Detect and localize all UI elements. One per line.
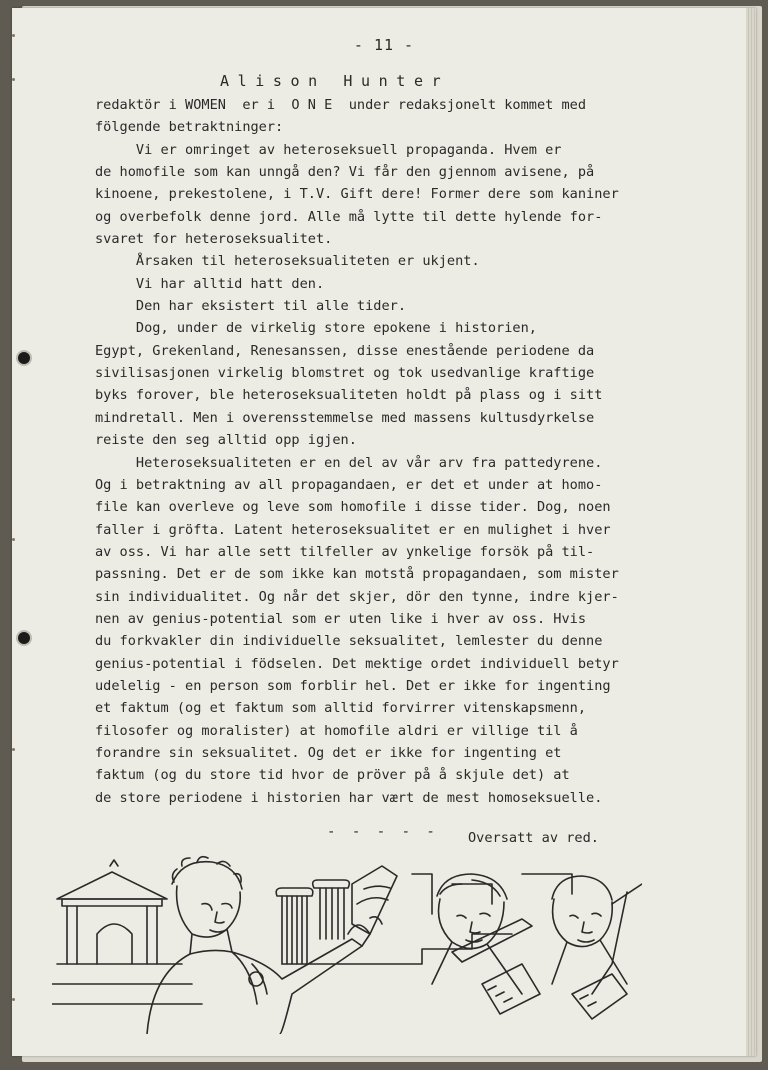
- text-line: Heteroseksualiteten er en del av vår arv fra pattedyrene.: [95, 454, 603, 471]
- document-page: [12, 8, 756, 1056]
- classical-figures-illustration-icon: [52, 844, 642, 1034]
- text-line: mindretall. Men i overensstemmelse med massens kultusdyrkelse: [95, 409, 595, 426]
- paper-speck: [12, 538, 15, 541]
- emperor-figure-icon: [147, 857, 397, 1034]
- text-line: sin individualitet. Og når det skjer, dör den tynne, indre kjer-: [95, 588, 619, 605]
- text-line: du forkvakler din individuelle seksualitet, lemlester du denne: [95, 633, 603, 650]
- text-line: udelelig - en person som forblir hel. Det er ikke for ingenting: [95, 677, 611, 694]
- paper-speck: [12, 998, 15, 1001]
- article-body: [95, 94, 715, 809]
- punch-hole: [18, 352, 30, 364]
- text-line: Vi er omringet av heteroseksuell propaganda. Hvem er: [95, 141, 562, 158]
- text-line: de store periodene i historien har vært de mest homoseksuelle.: [95, 789, 603, 806]
- text-line: av oss. Vi har alle sett tilfeller av ynkelige forsök på til-: [95, 543, 595, 560]
- text-line: Egypt, Grekenland, Renesanssen, disse enestående periodene da: [95, 342, 595, 359]
- translation-credit: Oversatt av red.: [468, 830, 599, 846]
- text-line: et faktum (og et faktum som alltid forvirrer vitenskapsmenn,: [95, 700, 587, 717]
- columns-icon: [276, 880, 349, 964]
- youth-figure-right-icon: [552, 876, 642, 1019]
- paper-speck: [12, 78, 15, 81]
- paper-speck: [12, 748, 15, 751]
- author-name: Alison Hunter: [220, 72, 450, 90]
- text-line: filosofer og moralister) at homofile aldri er villige til å: [95, 722, 578, 739]
- text-line: de homofile som kan unngå den? Vi får den gjennom avisene, på: [95, 164, 595, 181]
- text-line: sivilisasjonen virkelig blomstret og tok usedvanlige kraftige: [95, 365, 595, 382]
- temple-icon: [52, 860, 202, 1004]
- text-line: reiste den seg alltid opp igjen.: [95, 432, 357, 449]
- youth-figure-left-icon: [432, 874, 540, 1014]
- text-line: faktum (og du store tid hvor de pröver på å skjule det) at: [95, 767, 570, 784]
- text-line: Årsaken til heteroseksualiteten er ukjent.: [95, 253, 480, 270]
- text-line: Den har eksistert til alle tider.: [95, 298, 406, 315]
- text-line: nen av genius-potential som er uten like i hver av oss. Hvis: [95, 610, 587, 627]
- text-line: passning. Det er de som ikke kan motstå propagandaen, som mister: [95, 566, 619, 583]
- page-edge: [746, 8, 756, 1056]
- text-line: genius-potential i födselen. Det mektige ordet individuell betyr: [95, 655, 619, 672]
- text-line: byks forover, ble heteroseksualiteten holdt på plass og i sitt: [95, 387, 603, 404]
- text-line: forandre sin seksualitet. Og det er ikke for ingenting et: [95, 744, 562, 761]
- text-line: redaktör i WOMEN er i O N E under redaksjonelt kommet med: [95, 97, 587, 113]
- separator: - - - - -: [327, 824, 439, 840]
- text-line: svaret for heteroseksualitet.: [95, 231, 333, 248]
- text-line: kinoene, prekestolene, i T.V. Gift dere! Former dere som kaniner: [95, 186, 619, 203]
- punch-hole: [18, 632, 30, 644]
- text-line: og overbefolk denne jord. Alle må lytte til dette hylende for-: [95, 208, 603, 225]
- text-line: faller i gröfta. Latent heteroseksualitet er en mulighet i hver: [95, 521, 611, 538]
- page-number: - 11 -: [353, 36, 415, 54]
- text-line: fölgende betraktninger:: [95, 119, 284, 136]
- text-line: Dog, under de virkelig store epokene i historien,: [95, 320, 537, 337]
- text-line: file kan overleve og leve som homofile i disse tider. Dog, noen: [95, 499, 611, 516]
- text-line: Og i betraktning av all propagandaen, er det et under at homo-: [95, 476, 603, 493]
- text-line: Vi har alltid hatt den.: [95, 275, 325, 292]
